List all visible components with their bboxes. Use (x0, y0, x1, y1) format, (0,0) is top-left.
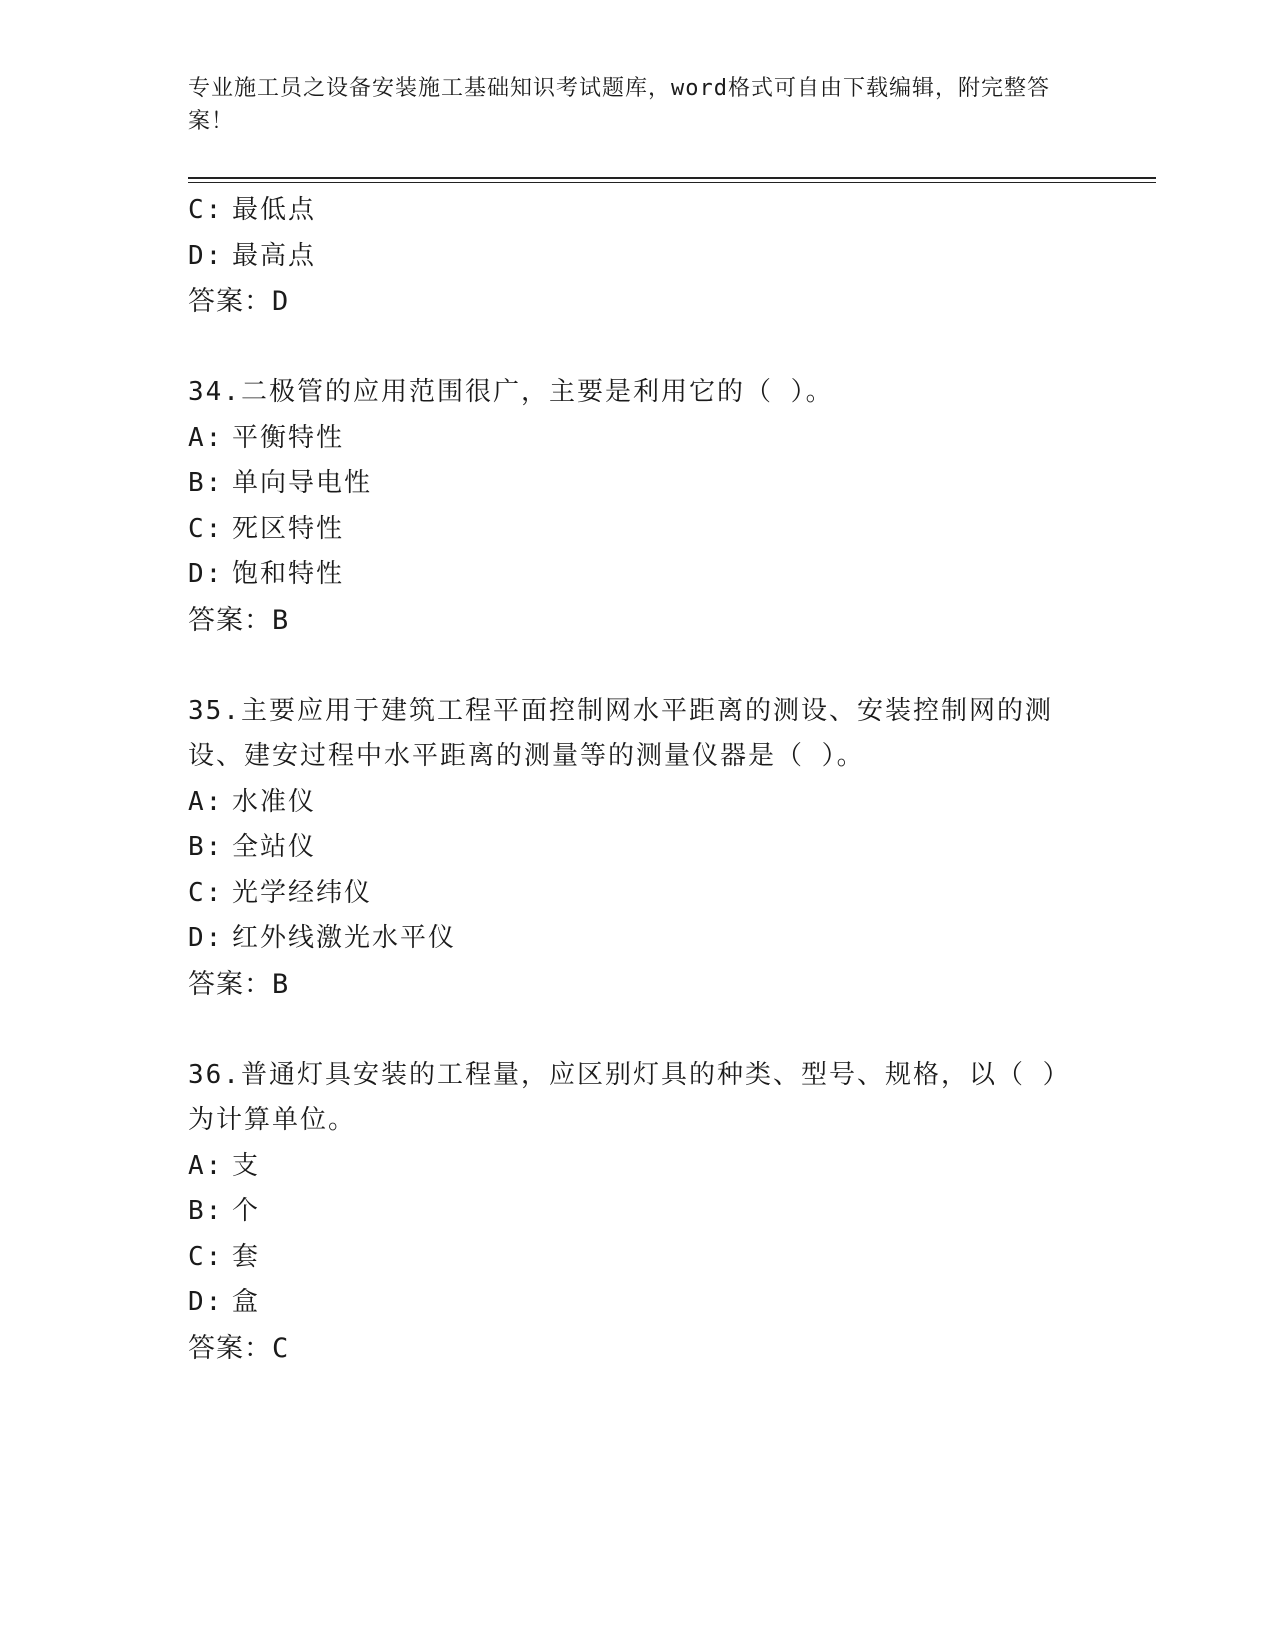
header-rule-thick (188, 177, 1156, 179)
option-line (188, 825, 1088, 871)
option-line (188, 1189, 1088, 1235)
option-key: B: (188, 1196, 224, 1226)
option-line (188, 461, 1088, 507)
spacer (188, 1007, 1088, 1053)
option-text: 最高点 (232, 240, 317, 271)
answer-line: 答案：B (188, 604, 290, 636)
question-stem: 35.主要应用于建筑工程平面控制网水平距离的测设、安装控制网的测设、建安过程中水平距离的测量等的测量仪器是（ ）。 (188, 695, 1053, 771)
option-line (188, 780, 1088, 826)
option-key: C: (188, 513, 224, 544)
question-stem: 36.普通灯具安装的工程量，应区别灯具的种类、型号、规格，以（ ）为计算单位。 (188, 1059, 1071, 1135)
option-text: 支 (232, 1150, 261, 1181)
option-text: 平衡特性 (232, 422, 345, 453)
answer-line: 答案：D (188, 286, 290, 317)
option-text: 光学经纬仪 (232, 877, 373, 908)
document-header-title: 专业施工员之设备安装施工基础知识考试题库，word格式可自由下载编辑，附完整答案！ (188, 76, 1050, 134)
option-text: 个 (232, 1196, 261, 1226)
option-key: A: (188, 422, 224, 453)
question-content (188, 188, 1088, 1371)
option-key: B: (188, 832, 224, 862)
option-line (188, 871, 1088, 917)
option-text: 单向导电性 (232, 468, 373, 498)
option-text: 饱和特性 (232, 559, 345, 589)
spacer (188, 643, 1088, 689)
option-key: A: (188, 786, 224, 817)
option-line (188, 234, 1088, 280)
option-line (188, 1144, 1088, 1190)
option-line (188, 416, 1088, 462)
option-text: 红外线激光水平仪 (232, 923, 457, 953)
option-text: 最低点 (232, 195, 317, 225)
option-line (188, 916, 1088, 962)
option-key: A: (188, 1150, 224, 1181)
option-text: 全站仪 (232, 832, 317, 862)
option-line (188, 188, 1088, 234)
option-line (188, 1235, 1088, 1281)
question-stem: 34.二极管的应用范围很广，主要是利用它的（ ）。 (188, 377, 834, 407)
option-text: 盒 (232, 1287, 261, 1317)
option-text: 套 (232, 1241, 261, 1272)
option-text: 水准仪 (232, 786, 317, 817)
option-key: C: (188, 195, 224, 225)
header-rule-thin (188, 182, 1156, 183)
option-key: C: (188, 877, 224, 908)
answer-line: 答案：B (188, 968, 290, 1000)
option-key: C: (188, 1241, 224, 1272)
option-line (188, 552, 1088, 598)
option-key: D: (188, 1287, 224, 1317)
option-line (188, 1280, 1088, 1326)
option-line (188, 507, 1088, 553)
option-key: D: (188, 923, 224, 953)
spacer (188, 325, 1088, 371)
option-text: 死区特性 (232, 513, 345, 544)
answer-line: 答案：C (188, 1332, 290, 1364)
option-key: B: (188, 468, 224, 498)
option-key: D: (188, 240, 224, 271)
option-key: D: (188, 559, 224, 589)
